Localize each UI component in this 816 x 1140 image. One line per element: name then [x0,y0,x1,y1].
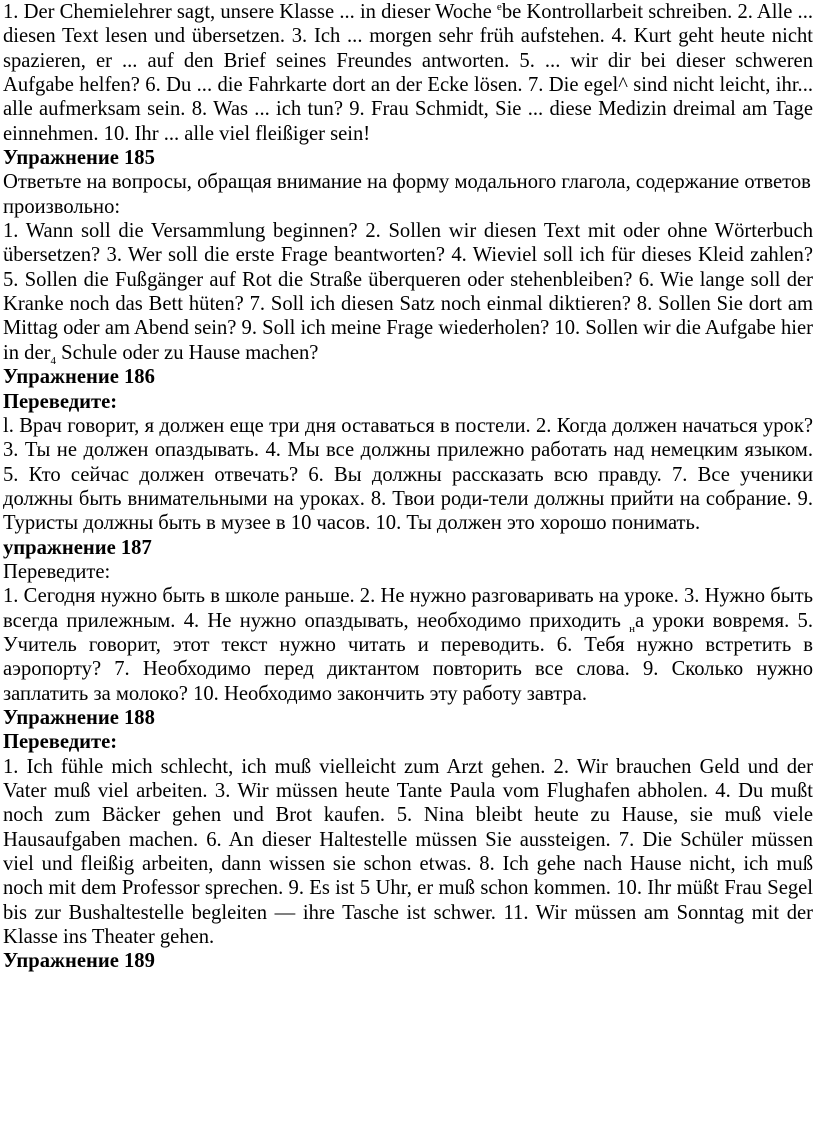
text-segment: а уроки вовремя. 5. Учитель говорит, этот текст нужно читать и переводить. 6. Тебя нужно встретить в аэропорту? 7. Необходимо перед диктантом повторить все слова. 9. Сколько нужно заплатить за молоко? 10. Необходимо закончить эту работу завтра. [3,609,813,705]
exercise-189-heading: Упражнение 189 [3,950,155,973]
subscript-mark: н [629,622,635,635]
exercise-187-sentences [3,584,813,706]
exercise-187-instruction: Переведите: [3,560,111,583]
exercise-185-heading: Упражнение 185 [3,147,155,170]
document-page [3,0,813,974]
exercise-186-heading: Упражнение 186 [3,366,155,389]
exercise-186-sentences: l. Врач говорит, я должен еще три дня оставаться в постели. 2. Когда должен начаться урок? 3. Ты не должен опаздывать. 4. Мы все должны прилежно работать над немецким языком. 5. Кто сейчас должен отвечать? 6. Вы должны рассказать всю правду. 7. Все ученики должны быть внимательными на уроках. 8. Твои роди-тели должны прийти на собрание. 9. Туристы должны быть в музее в 10 часов. 10. Ты должен это хорошо понимать. [3,414,813,535]
superscript-mark: e [496,1,502,14]
exercise-184-sentences [3,0,813,146]
exercise-185-questions [3,219,813,365]
text-segment: 1. Сегодня нужно быть в школе раньше. 2. Не нужно разговаривать на уроке. 3. Нужно быть всегда прилежным. 4. Не нужно опаздывать, необходимо приходить [3,585,813,632]
text-segment: be Kontrollarbeit schreiben. 2. Alle ... diesen Text lesen und übersetzen. 3. Ich ... morgen sehr früh aufstehen. 4. Kurt geht heute nicht spazieren, er ... auf den Brief seines Freundes antworten. 5. ... wir dir bei dieser schweren Aufgabe helfen? 6. Du ... die Fahrkarte dort an der Ecke lösen. 7. Die egel^ sind nicht leicht, ihr... alle aufmerksam sein. 8. Was ... ich tun? 9. Frau Schmidt, Sie ... diese Medizin dreimal am Tage einnehmen. 10. Ihr ... alle viel fleißiger sein! [3,1,813,145]
exercise-185-instruction: Ответьте на вопросы, обращая внимание на форму модального глагола, содержание ответов произвольно: [3,171,811,218]
text-segment: 1. Wann soll die Versammlung beginnen? 2. Sollen wir diesen Text mit oder ohne Wörterbuch übersetzen? 3. Wer soll die erste Frage beantworten? 4. Wieviel soll ich für dieses Kleid zahlen? 5. Sollen die Fußgänger auf Rot die Straße überqueren oder stehenbleiben? 6. Wie lange soll der Kranke noch das Bett hüten? 7. Soll ich diesen Satz noch einmal diktieren? 8. Sollen Sie dort am Mittag oder am Abend sein? 9. Soll ich meine Frage wiederholen? 10. Sollen wir die Aufgabe hier in der [3,220,813,364]
exercise-188-instruction: Переведите: [3,731,118,754]
exercise-188-heading: Упражнение 188 [3,706,155,729]
exercise-187-heading: упражнение 187 [3,536,152,559]
text-segment: Schule oder zu Hause machen? [55,341,319,364]
exercise-186-instruction: Переведите: [3,390,118,413]
subscript-mark: 4 [50,354,56,367]
exercise-188-sentences: 1. Ich fühle mich schlecht, ich muß vielleicht zum Arzt gehen. 2. Wir brauchen Geld und der Vater muß viel arbeiten. 3. Wir müssen heute Tante Paula vom Flughafen abholen. 4. Du mußt noch zum Bäcker gehen und Brot kaufen. 5. Nina bleibt heute zu Hause, sie muß viele Hausaufgaben machen. 6. An dieser Haltestelle müssen Sie aussteigen. 7. Die Schüler müssen viel und fleißig arbeiten, dann wissen sie schon etwas. 8. Ich gehe nach Hause nicht, ich muß noch mit dem Professor sprechen. 9. Es ist 5 Uhr, er muß schon kommen. 10. Ihr müßt Frau Segel bis zur Bushaltestelle begleiten — ihre Tasche ist schwer. 11. Wir müssen am Sonntag mit der Klasse ins Theater gehen. [3,755,813,949]
text-segment: 1. Der Chemielehrer sagt, unsere Klasse ... in dieser Woche [3,1,497,23]
